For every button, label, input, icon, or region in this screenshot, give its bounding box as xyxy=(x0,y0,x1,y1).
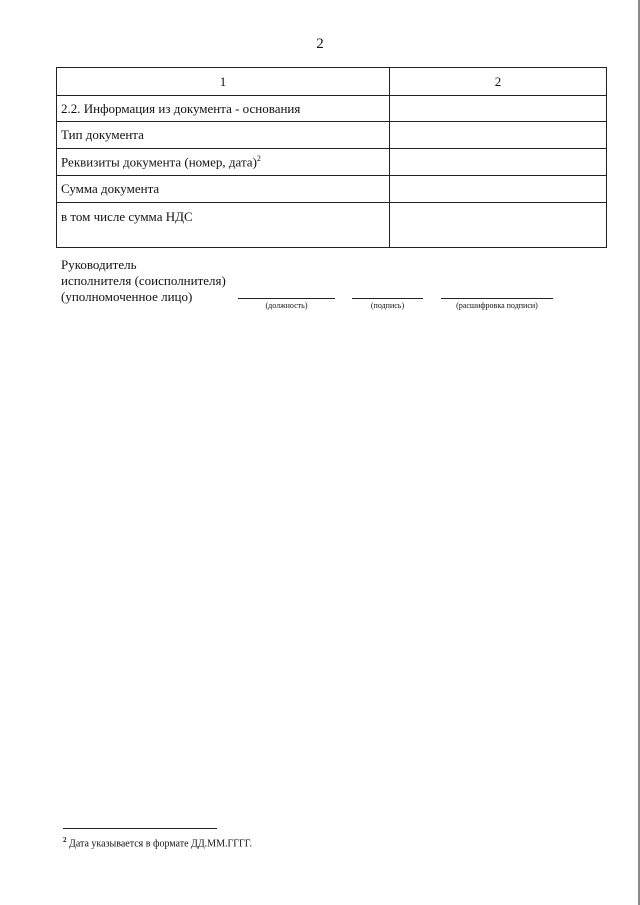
footnote-text: Дата указывается в формате ДД.ММ.ГГГГ. xyxy=(69,838,252,850)
row-value-cell[interactable] xyxy=(389,122,606,149)
signatory-line-3: (уполномоченное лицо) xyxy=(61,289,193,304)
column-header-2: 2 xyxy=(389,68,606,96)
table-row xyxy=(57,122,607,149)
signatory-title xyxy=(61,257,226,305)
row-label-cell xyxy=(57,149,390,176)
page-number: 2 xyxy=(316,36,324,52)
column-header-1: 1 xyxy=(57,68,390,96)
row-label: Сумма документа xyxy=(57,176,390,203)
footnote-marker: 2 xyxy=(63,836,67,844)
row-label: 2.2. Информация из документа - основания xyxy=(57,96,390,122)
signature-line[interactable] xyxy=(352,298,423,299)
table-row xyxy=(57,203,607,248)
signatory-line-2: исполнителя (соисполнителя) xyxy=(61,273,226,288)
footnote xyxy=(63,836,252,849)
table-row xyxy=(57,176,607,203)
decoding-caption: (расшифровка подписи) xyxy=(456,301,538,310)
document-info-table xyxy=(56,67,607,248)
signatory-line-1: Руководитель xyxy=(61,257,137,272)
signature-caption: (подпись) xyxy=(370,301,405,310)
row-value-cell[interactable] xyxy=(389,176,606,203)
row-label: Тип документа xyxy=(57,122,390,149)
position-line[interactable] xyxy=(238,298,335,299)
row-label: Реквизиты документа (номер, дата) xyxy=(61,154,257,170)
table-row xyxy=(57,149,607,176)
position-caption: (должность) xyxy=(265,301,308,310)
footnote-ref: 2 xyxy=(256,153,261,163)
footnote-divider xyxy=(63,828,217,829)
decoding-line[interactable] xyxy=(441,298,553,299)
table-row xyxy=(57,96,607,122)
table-header-row xyxy=(57,68,607,96)
row-label: в том числе сумма НДС xyxy=(57,203,390,248)
row-value-cell[interactable] xyxy=(389,96,606,122)
row-value-cell[interactable] xyxy=(389,203,606,248)
row-value-cell[interactable] xyxy=(389,149,606,176)
